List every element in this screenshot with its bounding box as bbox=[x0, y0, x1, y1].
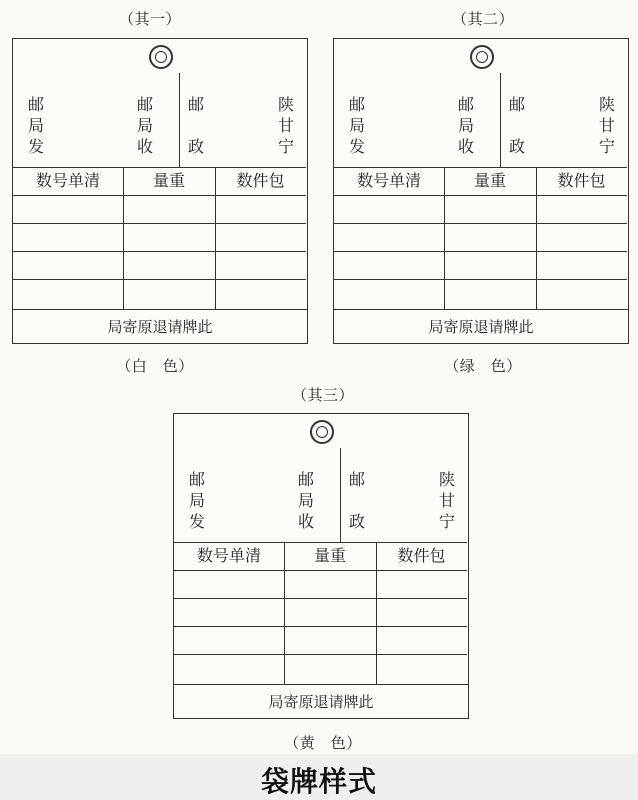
region-column: 陕 甘 宁 bbox=[598, 95, 615, 156]
postal-column: 邮 政 bbox=[187, 95, 204, 156]
tag-2-label: （其二） bbox=[451, 10, 514, 28]
header-count: 数号单清 bbox=[356, 171, 421, 190]
record-table bbox=[334, 167, 627, 309]
sender-column: 邮 局 发 bbox=[188, 470, 205, 531]
header-weight: 量重 bbox=[313, 546, 346, 565]
region-column: 陕 甘 宁 bbox=[277, 95, 294, 156]
figure-title: 袋牌样式 bbox=[260, 765, 377, 798]
header-count: 数号单清 bbox=[35, 171, 100, 190]
receiver-column: 邮 局 收 bbox=[457, 95, 474, 156]
mailbag-tag-1 bbox=[12, 38, 308, 344]
tag-hole-icon bbox=[310, 420, 334, 444]
postal-column: 邮 政 bbox=[348, 470, 365, 531]
receiver-column: 邮 局 收 bbox=[297, 470, 314, 531]
return-note: 局寄原退请牌此 bbox=[174, 684, 468, 719]
tag-2-color: （绿 色） bbox=[444, 357, 522, 375]
header-count: 数号单清 bbox=[196, 546, 261, 565]
receiver-column: 邮 局 收 bbox=[136, 95, 153, 156]
postal-column: 邮 政 bbox=[508, 95, 525, 156]
tag-3-color: （黄 色） bbox=[284, 734, 362, 752]
tag-hole-icon bbox=[470, 45, 494, 69]
header-divider bbox=[179, 73, 180, 167]
tag-1-label: （其一） bbox=[118, 10, 181, 28]
mailbag-tag-3 bbox=[173, 413, 469, 719]
header-weight: 量重 bbox=[473, 171, 506, 190]
sender-column: 邮 局 发 bbox=[348, 95, 365, 156]
tag-3-label: （其三） bbox=[291, 386, 354, 404]
header-packages: 数件包 bbox=[236, 171, 285, 190]
tag-1-color: （白 色） bbox=[116, 357, 194, 375]
sender-column: 邮 局 发 bbox=[27, 95, 44, 156]
header-divider bbox=[340, 448, 341, 542]
return-note: 局寄原退请牌此 bbox=[13, 309, 307, 344]
header-packages: 数件包 bbox=[557, 171, 606, 190]
header-packages: 数件包 bbox=[397, 546, 446, 565]
region-column: 陕 甘 宁 bbox=[438, 470, 455, 531]
tag-hole-icon bbox=[149, 45, 173, 69]
header-weight: 量重 bbox=[152, 171, 185, 190]
record-table bbox=[13, 167, 306, 309]
header-divider bbox=[500, 73, 501, 167]
return-note: 局寄原退请牌此 bbox=[334, 309, 628, 344]
mailbag-tag-2 bbox=[333, 38, 629, 344]
record-table bbox=[174, 542, 467, 684]
